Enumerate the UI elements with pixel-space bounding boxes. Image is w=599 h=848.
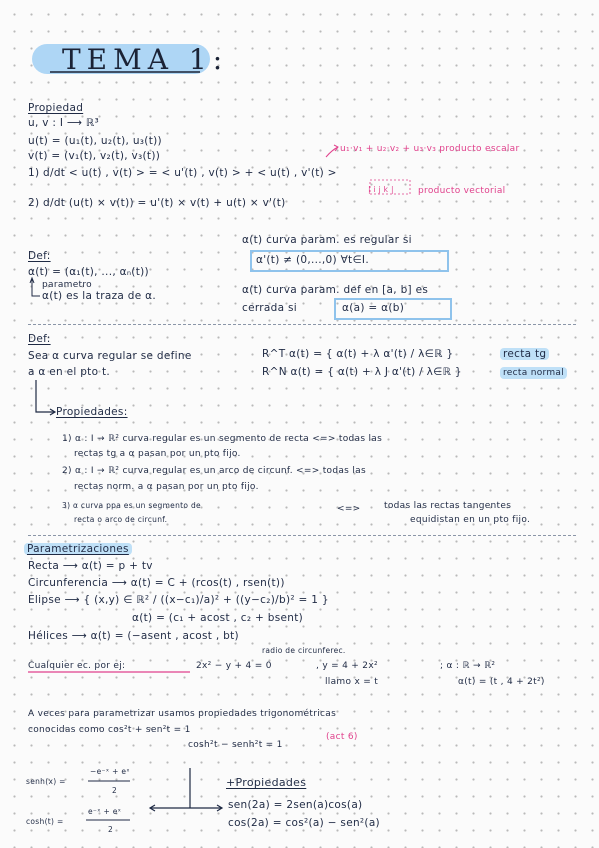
cerrada-text-1: α(t) curva param. def en [a, b] es (242, 284, 429, 296)
def2-line-2: a α en el pto t. (28, 366, 110, 378)
act-note: (act 6) (326, 732, 358, 742)
propiedad-line-1: u, v : I ⟶ ℝ³ (28, 117, 100, 129)
divider-1 (28, 324, 576, 325)
recta-tg-label: recta tg (500, 348, 549, 360)
recta-normal-formula: R^N α(t) = { α(t) + λ J α'(t) / λ∈ℝ } (262, 366, 462, 378)
senh-denominator: 2 (112, 786, 118, 795)
def2-heading: Def: (28, 333, 51, 345)
senh-numerator: −e⁻ˣ + eˣ (90, 767, 130, 776)
regular-condition: α'(t) ≠ (0,...,0) ∀t∈I. (256, 254, 369, 266)
cosh-denominator: 2 (108, 825, 114, 834)
despeje-y: , y = 4 + 2x² (316, 661, 378, 671)
senh-label: senh(x) = (26, 777, 66, 786)
alpha-result: α(t) = (t , 4 + 2t²) (458, 677, 545, 687)
param-heading: Parametrizaciones (24, 543, 132, 555)
trig-line-3: cosh²t − senh²t = 1 (188, 740, 283, 750)
traza-text: α(t) es la traza de α. (42, 290, 156, 302)
def2-line-1: Sea α curva regular se define (28, 350, 192, 362)
note-producto-vectorial: producto vectorial (418, 186, 506, 196)
cerrada-text-2: cerrada si (242, 302, 297, 314)
parametro-label: parametro (42, 280, 92, 290)
propiedad-item-3-line-1: 3) α curva ppa es un segmento de (62, 501, 201, 510)
param-elipse-2: α(t) = (c₁ + acost , c₂ + bsent) (132, 612, 304, 624)
propiedad-item-3-right-1: todas las rectas tangentes (384, 501, 512, 511)
propiedad-item-1-line-2: rectas tg a α pasan por un pto fijo. (74, 449, 241, 459)
equivalence-symbol: <=> (337, 504, 361, 514)
trig-line-2: conocidas como cos²t + sen²t = 1 (28, 725, 191, 735)
propiedad-item-2-line-2: rectas norm. a α pasan por un pto fijo. (74, 482, 259, 492)
propiedad-line-3: v(t) = (v₁(t), v₂(t), v₃(t)) (28, 150, 161, 162)
trig-line-1: A veces para parametrizar usamos propiedades trigonométricas (28, 709, 337, 719)
param-circunferencia: Circunferencia ⟶ α(t) = C + (rcos(t) , rsen(t)) (28, 577, 285, 589)
divider-2 (28, 535, 576, 536)
param-helices: Hélices ⟶ α(t) = (−asent , acost , bt) (28, 630, 239, 642)
propiedad-item-3-line-2: recta o arco de circunf. (74, 515, 168, 524)
page-title: TEMA 1: (62, 43, 229, 76)
radio-note: radio de circunferec. (262, 646, 346, 655)
matrix-hint: | i j k | (368, 185, 394, 194)
propiedad-rule-2: 2) d/dt (u(t) × v(t)) = u'(t) × v(t) + u(t) × v'(t) (28, 197, 286, 209)
recta-normal-label: recta normal (500, 367, 567, 379)
ejemplo-ecuacion: 2x² − y + 4 = 0 (196, 661, 272, 671)
cerrada-condition: α(a) = α(b) (342, 302, 405, 314)
param-recta: Recta ⟶ α(t) = p + tv (28, 560, 153, 572)
mas-propiedades-heading: +Propiedades (226, 776, 307, 789)
propiedad-heading: Propiedad (28, 102, 84, 114)
propiedad-item-2-line-1: 2) α : I → ℝ² curva regular es un arco de circunf. <=> todas las (62, 466, 366, 476)
def1-formula: α(t) = (α₁(t), ..., αₙ(t)) (28, 266, 149, 278)
alpha-map: ; α : ℝ → ℝ² (440, 661, 496, 671)
param-elipse: Elipse ⟶ { (x,y) ∈ ℝ² / ((x−c₁)/a)² + ((y−c₂)/b)² = 1 } (28, 594, 329, 606)
note-producto-escalar: u₁·v₁ + u₂·v₂ + u₃·v₃ producto escalar (340, 144, 520, 154)
llamo-x: llamo x = t (325, 677, 379, 687)
propiedad-line-2: u(t) = (u₁(t), u₂(t), u₃(t)) (28, 135, 162, 147)
propiedad-item-1-line-1: 1) α : I → ℝ² curva regular es un segmento de recta <=> todas las (62, 434, 383, 444)
propiedades-heading: Propiedades: (56, 406, 128, 418)
propiedad-rule-1: 1) d/dt < u(t) , v(t) > = < u'(t) , v(t) > + < u(t) , v'(t) > (28, 167, 337, 179)
recta-tg-formula: R^T α(t) = { α(t) + λ α'(t) / λ∈ℝ } (262, 348, 454, 360)
prop-sen-doble: sen(2a) = 2sen(a)cos(a) (228, 799, 363, 811)
propiedad-item-3-right-2: equidistan en un pto fijo. (410, 515, 531, 525)
cosh-numerator: e⁻ˣ + eˣ (88, 807, 122, 816)
regular-text: α(t) curva param. es regular si (242, 234, 412, 246)
def1-heading: Def: (28, 250, 51, 262)
cosh-label: cosh(t) = (26, 817, 64, 826)
cualquier-ec-label: Cualquier ec. por ej: (28, 661, 126, 671)
prop-cos-doble: cos(2a) = cos²(a) − sen²(a) (228, 817, 380, 829)
